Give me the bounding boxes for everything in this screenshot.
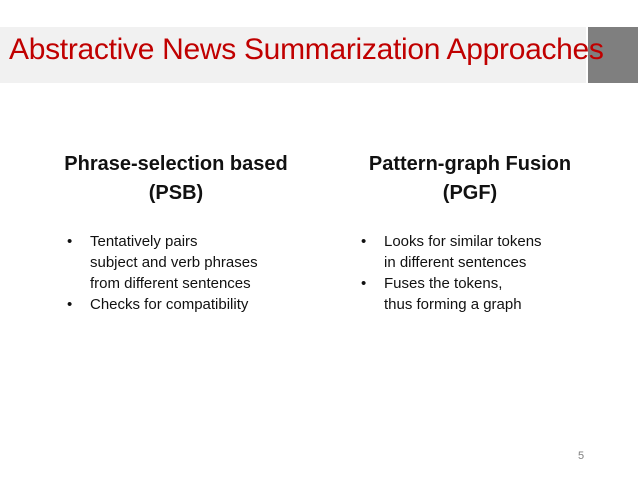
slide-title: Abstractive News Summarization Approaches — [9, 33, 604, 66]
list-item — [36, 231, 316, 294]
pgf-heading — [330, 150, 610, 208]
bullet-text: Fuses the tokens, thus forming a graph — [384, 275, 522, 313]
psb-heading-line2: (PSB) — [148, 182, 204, 204]
bullet-icon: • — [361, 233, 367, 250]
bullet-icon: • — [67, 233, 73, 250]
list-item — [36, 294, 316, 315]
psb-bullet-list — [36, 231, 316, 315]
psb-heading — [36, 150, 316, 208]
bullet-text: Looks for similar tokens in different sentences — [384, 233, 542, 271]
bullet-icon: • — [67, 296, 73, 313]
list-item — [330, 231, 610, 273]
pgf-column — [330, 150, 610, 315]
bullet-icon: • — [361, 275, 367, 292]
psb-column — [36, 150, 316, 315]
psb-heading-line1: Phrase-selection based — [64, 153, 288, 175]
pgf-heading-line1: Pattern-graph Fusion — [368, 153, 572, 175]
pgf-bullet-list — [330, 231, 610, 315]
bullet-text: Checks for compatibility — [90, 296, 249, 313]
bullet-text: Tentatively pairs subject and verb phrases from different sentences — [90, 233, 258, 292]
list-item — [330, 273, 610, 315]
pgf-heading-line2: (PGF) — [442, 182, 498, 204]
page-number: 5 — [578, 450, 585, 462]
